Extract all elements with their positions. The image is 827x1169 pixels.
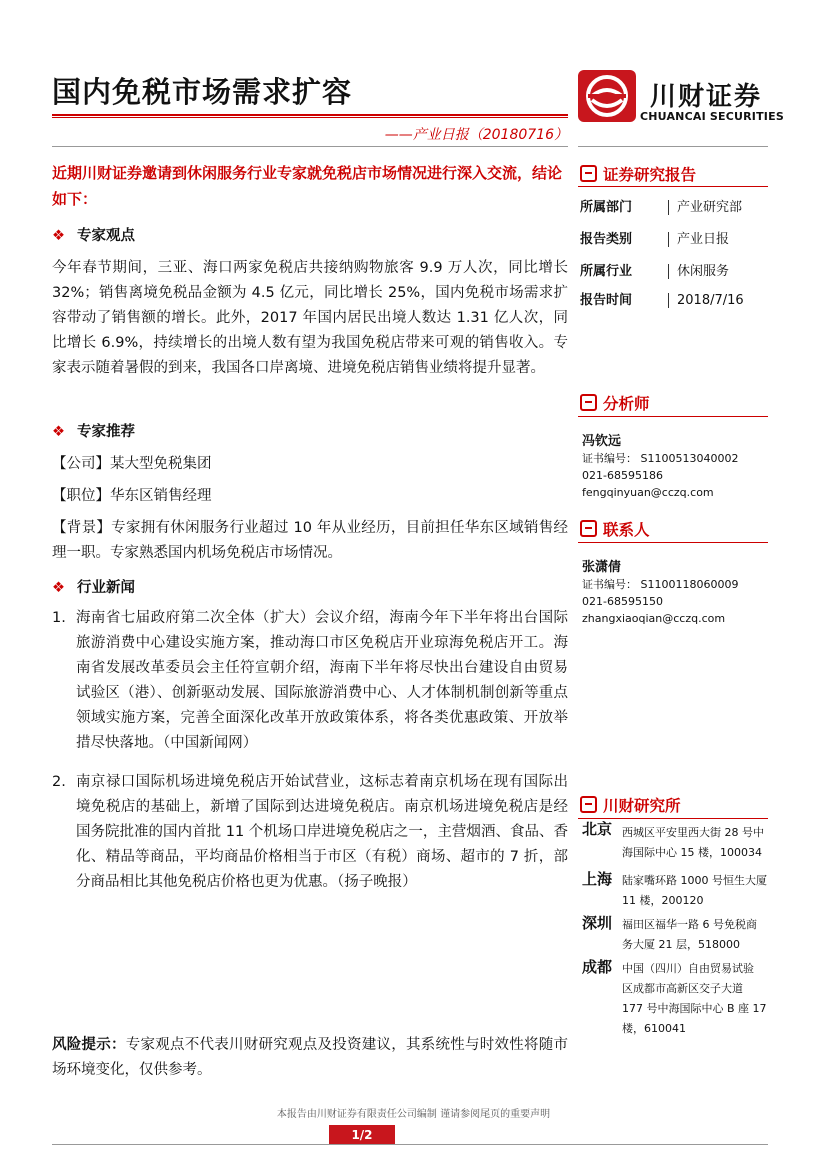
page-title: 国内免税市场需求扩容	[52, 75, 353, 109]
section-heading-news: ❖ 行业新闻	[52, 580, 135, 596]
section-marker-icon	[580, 165, 597, 182]
page-number: 1/2	[329, 1125, 395, 1145]
city-address: 11 楼，200120	[622, 894, 704, 907]
footer-note: 本报告由川财证券有限责任公司编制 谨请参阅尾页的重要声明	[276, 1109, 551, 1120]
sidebar-heading-analyst: 分析师	[580, 392, 650, 414]
info-row-dept: 所属部门 产业研究部	[580, 200, 743, 215]
sidebar-heading-institute: 川财研究所	[580, 794, 681, 816]
section-marker-icon	[580, 520, 597, 537]
diamond-bullet-icon: ❖	[52, 580, 65, 596]
news-item-text: 南京禄口国际机场进境免税店开始试营业，这标志着南京机场在现有国际出境免税店的基础上，新增了国际到达进境免税店。南京机场进境免税店是经国务院批准的国内首批 11 个机场口岸进境免税店之一，主营烟酒、食品、香化、精品等商品，平均商品价格相当于市区（有税）商场、超市的 7 折，部分商品相比其他免税店价格也更为优惠。（扬子晚报）	[76, 774, 568, 890]
title-rule-thin	[52, 117, 568, 118]
logo-text-cn: 川财证券	[650, 82, 763, 112]
city-address: 务大厦 21 层，518000	[622, 938, 740, 951]
expert-view-text: 今年春节期间，三亚、海口两家免税店共接纳购物旅客 9.9 万人次，同比增长 32%；销售离境免税品金额为 4.5 亿元，同比增长 25%，国内免税市场需求扩容带动了销售额的增长。此外，2017 年国内居民出境人数达 1.31 亿人次，同比增长 6.9%，持续增长的出境人数有望为我国免税店带来可观的销售收入。专家表示随着暑假的到来，我国各口岸离境、进境免税店销售业绩将提升显著。	[52, 260, 568, 376]
contact-email: zhangxiaoqian@cczq.com	[582, 612, 726, 625]
city-address: 楼，610041	[622, 1022, 686, 1035]
sidebar-rule	[578, 186, 768, 187]
analyst-cert: 证书编号： S1100513040002	[582, 452, 739, 465]
city-chengdu: 成都	[582, 958, 613, 976]
info-row-date: 报告时间 2018/7/16	[580, 293, 744, 308]
section-marker-icon	[580, 796, 597, 813]
city-shenzhen: 深圳	[582, 914, 613, 932]
risk-text: 专家观点不代表川财研究观点及投资建议，其系统性与时效性将随市场环境变化，仅供参考。	[52, 1037, 568, 1078]
info-row-category: 报告类别 产业日报	[580, 232, 730, 247]
diamond-bullet-icon: ❖	[52, 424, 65, 440]
analyst-email: fengqinyuan@cczq.com	[582, 486, 714, 499]
report-subtitle: ——产业日报（20180716）	[384, 127, 568, 143]
section-marker-icon	[580, 394, 597, 411]
company-logo-icon	[578, 70, 636, 122]
section-heading-expert-rec: ❖ 专家推荐	[52, 424, 135, 440]
city-address: 西城区平安里西大街 28 号中	[622, 826, 764, 839]
footer-rule	[52, 1144, 768, 1145]
risk-label: 风险提示：	[52, 1037, 126, 1053]
city-address: 陆家嘴环路 1000 号恒生大厦	[622, 874, 767, 887]
contact-name: 张潇倩	[582, 560, 622, 575]
analyst-name: 冯钦远	[582, 434, 622, 449]
expert-background: 【背景】专家拥有休闲服务行业超过 10 年从业经历，目前担任华东区域销售经理一职。专家熟悉国内机场免税店市场情况。	[52, 520, 568, 561]
sidebar-heading-contact: 联系人	[580, 518, 650, 540]
city-beijing: 北京	[582, 820, 613, 838]
city-address: 福田区福华一路 6 号免税商	[622, 918, 757, 931]
news-item-number: 2.	[52, 774, 66, 790]
sidebar-rule	[578, 542, 768, 543]
risk-disclaimer	[52, 1033, 568, 1083]
expert-company: 【公司】某大型免税集团	[52, 456, 212, 472]
city-address: 区成都市高新区交子大道	[622, 982, 743, 995]
contact-phone: 021-68595150	[582, 595, 663, 608]
info-row-industry: 所属行业 休闲服务	[580, 264, 730, 279]
analyst-phone: 021-68595186	[582, 469, 663, 482]
lead-paragraph: 近期川财证券邀请到休闲服务行业专家就免税店市场情况进行深入交流，结论如下：	[52, 164, 563, 208]
city-address: 海国际中心 15 楼，100034	[622, 846, 762, 859]
news-item-text: 海南省七届政府第二次全体（扩大）会议介绍，海南今年下半年将出台国际旅游消费中心建设实施方案，推动海口市区免税店开业琼海免税店开工。海南省发展改革委员会主任符宣朝介绍，海南下半年将尽快出台建设自由贸易试验区（港）、创新驱动发展、国际旅游消费中心、人才体制机制创新等重点领域实施方案，完善全面深化改革开放政策体系，将各类优惠政策、开放举措尽快落地。（中国新闻网）	[76, 610, 568, 751]
diamond-bullet-icon: ❖	[52, 228, 65, 244]
expert-position: 【职位】华东区销售经理	[52, 488, 212, 504]
section-heading-expert-view: ❖ 专家观点	[52, 228, 135, 244]
logo-text-en: CHUANCAI SECURITIES	[640, 110, 784, 123]
contact-cert: 证书编号： S1100118060009	[582, 578, 739, 591]
city-address: 177 号中海国际中心 B 座 17	[622, 1002, 767, 1015]
sidebar-top-rule	[578, 146, 768, 147]
city-address: 中国（四川）自由贸易试验	[622, 962, 754, 975]
title-rule	[52, 114, 568, 116]
subtitle-rule	[52, 146, 568, 147]
news-item-number: 1.	[52, 610, 66, 626]
sidebar-heading-report: 证券研究报告	[580, 163, 696, 185]
sidebar-rule	[578, 416, 768, 417]
city-shanghai: 上海	[582, 870, 613, 888]
